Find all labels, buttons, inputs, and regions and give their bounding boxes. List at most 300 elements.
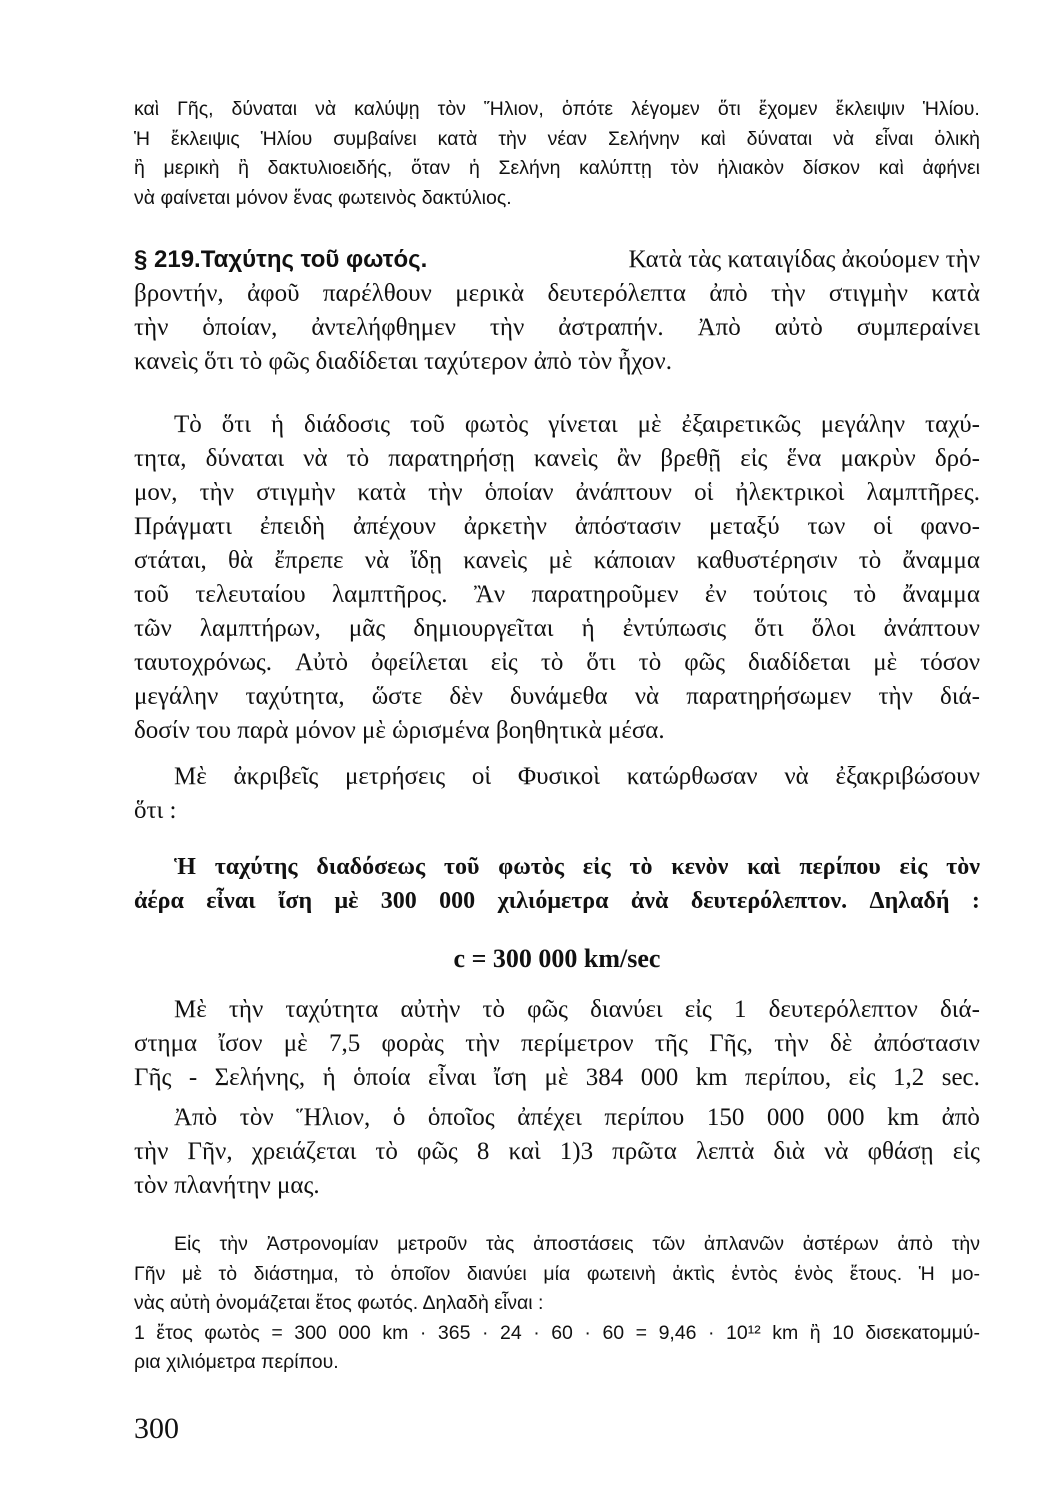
word: Αὐτὸ (295, 649, 349, 676)
section-219 (134, 243, 980, 379)
word: φῶς (684, 649, 725, 676)
word: ἡλιακὸν (717, 157, 784, 179)
word: μία (543, 1262, 571, 1285)
word: μον, (134, 479, 178, 506)
word: τὸ (853, 581, 877, 608)
word: περίπου (799, 854, 881, 880)
word: διανύει (590, 996, 663, 1023)
word: Γῆς, (177, 98, 214, 120)
word: νὰ (784, 763, 809, 790)
word: ὁποῖος (427, 1104, 495, 1131)
word: Τὸ (174, 411, 202, 438)
word: ἡ (581, 615, 595, 642)
word: ἀπόστασιν (873, 1030, 980, 1057)
word: συμπεραίνει (856, 314, 980, 341)
note-line-1 (134, 1230, 980, 1260)
word: 000 (827, 1104, 865, 1131)
word: ἀπὸ (941, 1104, 980, 1131)
word: εἰς (582, 854, 611, 880)
word: ἀπλανῶν (703, 1233, 785, 1255)
word: Ἀπὸ (174, 1104, 218, 1131)
word: ὅταν (411, 157, 451, 179)
word: εἰς (740, 445, 768, 472)
word: = (635, 1321, 648, 1344)
word: μᾶς (348, 615, 386, 642)
word: φωτὸς (498, 854, 564, 880)
word: νὰ (315, 98, 337, 120)
word: λαμπτῆρος. (332, 581, 448, 608)
word: δύναται (231, 98, 298, 120)
word: Ἥλιον, (483, 98, 544, 120)
intro-line-2 (134, 125, 980, 155)
word: κάποιαν (593, 547, 676, 574)
para1-line-2 (134, 442, 980, 476)
paragraph-street-lamps (134, 408, 980, 748)
word: τόσον (920, 649, 980, 676)
word: ὁ (392, 1104, 406, 1131)
word: ὅτι (221, 411, 252, 438)
word: εἰς (490, 649, 518, 676)
word: τὸ (375, 1138, 398, 1165)
word: μεταξύ (709, 513, 780, 540)
word: κενὸν (671, 854, 729, 880)
section-heading-line (134, 243, 980, 277)
word: ἀέρα (134, 888, 184, 914)
word: τὸν (239, 1104, 274, 1131)
speed-of-light-law (134, 850, 980, 918)
word: δευτερόλεπτα (547, 280, 687, 307)
word: κατώρθωσαν (626, 763, 758, 790)
word: ἐξακριβώσουν (835, 763, 980, 790)
word: ἀνάπτουν (883, 615, 980, 642)
word: τὸν (946, 854, 980, 880)
word: τούτοις (753, 581, 828, 608)
word: δημιουργεῖται (413, 615, 554, 642)
word: 000 (766, 1104, 805, 1131)
word: ἴση (493, 1064, 528, 1091)
word: ἔτος (156, 1321, 193, 1344)
note-line-3: νὰς αὐτὴ ὀνομάζεται ἔτος φωτός. Δηλαδὴ εἶναι : (134, 1292, 544, 1314)
word: Δηλαδή (869, 888, 950, 914)
word: περίμετρον (521, 1030, 634, 1057)
para1-line-1 (134, 408, 980, 442)
word: ὅτι (717, 98, 741, 120)
word: Σελήνης, (214, 1064, 306, 1091)
word: ἠλεκτρικοὶ (735, 479, 845, 506)
word: 000 (439, 888, 476, 914)
word: διά- (940, 683, 980, 710)
word: 24 (499, 1321, 522, 1344)
word: ἔπρεπε (274, 547, 344, 574)
para1-line-5 (134, 544, 980, 578)
word: εἰς (684, 996, 712, 1023)
word: ἀπόστασιν (574, 513, 682, 540)
word: μακρὺν (840, 445, 916, 472)
word: εἶναι (875, 127, 914, 150)
word: ἀποστάσεις (533, 1233, 634, 1255)
word: ἂν (616, 445, 642, 472)
word: 300 (380, 888, 417, 914)
word: ἀστέρων (802, 1233, 879, 1255)
word: καὶ (878, 157, 904, 179)
word: παρατηρήσωμεν (686, 683, 852, 710)
word: εἰς (952, 1138, 980, 1165)
para1-line-7 (134, 612, 980, 646)
word: διά- (939, 996, 980, 1023)
word: ἀπὸ (897, 1233, 933, 1255)
word: km (772, 1321, 799, 1344)
word: τῶν (134, 615, 172, 642)
word: τὴν (219, 1233, 248, 1255)
word: τὴν (774, 1030, 809, 1057)
word: ταχύτης (214, 854, 298, 880)
word: λεπτὰ (695, 1138, 755, 1165)
word: - (188, 1064, 198, 1091)
word: Μὲ (174, 996, 207, 1023)
word: 300 (294, 1321, 327, 1344)
para1-line-4 (134, 510, 980, 544)
word: κανεὶς (533, 445, 598, 472)
word: λέγομεν (631, 98, 700, 120)
word: κατὰ (357, 479, 407, 506)
word: τὴν (199, 479, 235, 506)
word: Ἡλίου (260, 127, 313, 150)
word: Μὲ (174, 763, 207, 790)
para3-line-1 (134, 993, 980, 1027)
word: τὸ (540, 649, 564, 676)
word: νὰ (634, 683, 660, 710)
word: διάστημα, (253, 1262, 339, 1285)
para3-line-3 (134, 1061, 980, 1095)
word: μὲ (334, 888, 359, 914)
word: ἀστραπήν. (558, 314, 664, 341)
word: τὴν (465, 1030, 500, 1057)
word: ὁλικὴ (934, 127, 980, 150)
word: καλύψῃ (354, 98, 420, 120)
word: εἰς (899, 854, 928, 880)
word: ἴσον (218, 1030, 263, 1057)
word: δίσκον (802, 157, 860, 179)
paragraph-measurements (134, 760, 980, 828)
word: τὸ (355, 1262, 374, 1285)
para4-line-1 (134, 1101, 980, 1135)
word: νὰ (833, 127, 855, 150)
word: φῶς (527, 996, 568, 1023)
word: ἡ (322, 1064, 336, 1091)
word: ἐν (704, 581, 727, 608)
word: μὲ (637, 411, 662, 438)
word: Ἡ (174, 854, 196, 880)
word: ἢ (238, 157, 249, 179)
word: Ἥλιον, (296, 1104, 371, 1131)
word: ἀφοῦ (247, 280, 300, 307)
word: τὴν (771, 280, 806, 307)
word: ταυτοχρόνως. (134, 649, 273, 676)
para1-line-6 (134, 578, 980, 612)
word: παρατηρήσῃ (388, 445, 515, 472)
word: ἀφήνει (922, 157, 980, 179)
word: παρατηροῦμεν (531, 581, 679, 608)
word: 60 (551, 1321, 573, 1344)
word: ἄναμμα (902, 581, 980, 608)
word: 9,46 (658, 1321, 697, 1344)
word: δακτυλιοειδής, (267, 157, 393, 179)
note-line-5: ρια χιλιόμετρα περίπου. (134, 1351, 339, 1373)
word: ἢ (809, 1321, 821, 1344)
word: ὅτι (754, 615, 784, 642)
word: βροντήν, (134, 280, 224, 307)
word: ἕνα (786, 445, 822, 472)
word: φανο- (920, 513, 980, 540)
word: μὲ (544, 1064, 569, 1091)
word: Ἀστρονομίαν (266, 1233, 379, 1255)
light-year-note (134, 1230, 980, 1378)
word: κανεὶς (463, 547, 528, 574)
word: · (533, 1321, 540, 1344)
word: τὴν (134, 314, 169, 341)
word: τῆς (654, 1030, 688, 1057)
word: τὸν (437, 98, 466, 120)
word: 7,5 (328, 1030, 361, 1057)
word: τὴν (228, 996, 264, 1023)
section-line-3 (134, 311, 980, 345)
note-line-2 (134, 1260, 980, 1290)
word: δυνάμεθα (510, 683, 608, 710)
word: κατὰ (437, 127, 478, 150)
word: μερικὴ (163, 157, 220, 179)
word: λαμπτῆρες. (866, 479, 980, 506)
word: 000 (640, 1064, 679, 1091)
word: ἢ (134, 157, 145, 179)
word: Ἡλίου. (922, 98, 980, 120)
paragraph-sun (134, 1101, 980, 1203)
section-number: § 219. (134, 246, 201, 273)
word: ὁποία (353, 1064, 411, 1091)
word: τὸ (218, 1262, 238, 1285)
note-line-4 (134, 1319, 980, 1349)
intro-line-4: νὰ φαίνεται μόνον ἕνας φωτεινὸς δακτύλιος. (134, 186, 512, 209)
word: νὰ (303, 445, 328, 472)
word: ἔχομεν (758, 98, 818, 120)
word: τὸ (629, 854, 653, 880)
word: Ἀπὸ (697, 314, 741, 341)
word: χιλιόμετρα (497, 888, 609, 914)
word: ἀπέχει (517, 1104, 582, 1131)
word: μὲ (873, 649, 898, 676)
word: Ἡ (918, 1262, 935, 1285)
law-line-2 (134, 884, 980, 918)
word: Γῆς (134, 1064, 172, 1091)
word: Γῆν, (187, 1138, 233, 1165)
section-line-4: κανεὶς ὅτι τὸ φῶς διαδίδεται ταχύτερον ἀπὸ τὸν ἦχον. (134, 348, 672, 375)
word: συμβαίνει (333, 127, 417, 150)
word: βρεθῇ (660, 445, 722, 472)
word: · (419, 1321, 427, 1344)
word: 1)3 (559, 1138, 594, 1165)
word: ἄναμμα (902, 547, 980, 574)
word: αὐτὸ (774, 314, 823, 341)
word: μετροῦν (397, 1233, 468, 1255)
word: ἀντελήφθημεν (311, 314, 456, 341)
word: κατὰ (931, 280, 980, 307)
word: διαδίδεται (748, 649, 851, 676)
word: μεγάλην (134, 683, 219, 710)
para1-line-3 (134, 476, 980, 510)
word: ἐπειδὴ (259, 513, 326, 540)
word: τὸ (346, 445, 370, 472)
word: Φυσικοὶ (517, 763, 601, 790)
word: καὶ (508, 1138, 541, 1165)
word: km (382, 1321, 409, 1344)
word: Πράγματι (134, 513, 232, 540)
word: γίνεται (548, 411, 618, 438)
law-line-1 (134, 850, 980, 884)
formula: c = 300 000 km/sec (453, 944, 661, 973)
word: εἶναι (427, 1064, 477, 1091)
word: τελευταίου (195, 581, 306, 608)
word: εἰς (848, 1064, 876, 1091)
word: : (971, 888, 980, 914)
word: 10¹² (726, 1321, 761, 1344)
word: περίπου (604, 1104, 685, 1131)
word: τοῦ (443, 854, 480, 880)
word: στημα (134, 1030, 198, 1057)
word: Γῆς, (709, 1030, 753, 1057)
word: φωτεινὴ (586, 1262, 656, 1285)
para3-line-2 (134, 1027, 980, 1061)
word: ὁπότε (561, 98, 614, 120)
word: ἐντύπωσις (622, 615, 727, 642)
word: 1,2 (893, 1064, 925, 1091)
word: ὁποίαν (484, 479, 554, 506)
word: φωτὸς (464, 411, 529, 438)
word: τῶν (652, 1233, 686, 1255)
word: φθάσῃ (867, 1138, 934, 1165)
word: φῶς (417, 1138, 458, 1165)
word: πρῶτα (612, 1138, 677, 1165)
word: 60 (602, 1321, 625, 1344)
word: ταχύ- (925, 411, 980, 438)
word: ἔκλειψιν (835, 98, 905, 120)
word: ἀνὰ (630, 888, 669, 914)
word: 1 (733, 996, 747, 1023)
word: δισεκατομμύ- (865, 1321, 980, 1344)
word: 365 (437, 1321, 471, 1344)
word: = (271, 1321, 283, 1344)
intro-paragraph (134, 95, 980, 213)
word: 1 (134, 1321, 145, 1344)
word: διάδοσις (304, 411, 391, 438)
word: εἶναι (206, 888, 256, 914)
word: τὸ (858, 547, 882, 574)
word: τὴν (489, 314, 525, 341)
word: ἔτους. (849, 1262, 903, 1285)
word: δύναται (205, 445, 285, 472)
word: ἑνὸς (794, 1262, 834, 1285)
paragraph-distance (134, 993, 980, 1095)
word: Σελήνην (607, 127, 680, 150)
word: τοῦ (134, 581, 169, 608)
word: παρέλθουν (322, 280, 432, 307)
word: 10 (832, 1321, 854, 1344)
word: νὰ (364, 547, 390, 574)
intro-line-3 (134, 154, 980, 184)
word: ὥστε (371, 683, 423, 710)
word: φορὰς (381, 1030, 444, 1057)
word: χρειάζεται (251, 1138, 357, 1165)
word: τὴν (951, 1233, 980, 1255)
word: τὰς (485, 1233, 515, 1255)
word: ἔκλειψις (170, 127, 240, 150)
word: ἡ (468, 157, 480, 179)
word: km (695, 1064, 728, 1091)
word: μὲ (548, 547, 573, 574)
para1-line-8 (134, 646, 980, 680)
word: μεγάλην (820, 411, 906, 438)
word: ἀπέχουν (352, 513, 436, 540)
word: τὴν (878, 683, 913, 710)
intro-line-1 (134, 95, 980, 125)
word: km (887, 1104, 920, 1131)
word: στιγμὴν (256, 479, 336, 506)
word: διὰ (773, 1138, 806, 1165)
word: καθυστέρησιν (696, 547, 838, 574)
word: καλύπτῃ (579, 157, 652, 179)
word: θὰ (228, 547, 254, 574)
word: καὶ (747, 854, 781, 880)
word: τὴν (428, 479, 463, 506)
word: περίπου, (745, 1064, 832, 1091)
word: · (481, 1321, 489, 1344)
word: ὁποῖον (390, 1262, 451, 1285)
word: οἱ (694, 479, 714, 506)
para1-line-10: δοσίν του παρὰ μόνον μὲ ὡρισμένα βοηθητικὰ μέσα. (134, 717, 665, 744)
word: στιγμὴν (828, 280, 908, 307)
word: καὶ (134, 98, 160, 120)
word: ὀφείλεται (371, 649, 468, 676)
word: των (807, 513, 846, 540)
word: · (584, 1321, 591, 1344)
word: δευτερόλεπτον. (690, 888, 848, 914)
word: Γῆν (134, 1262, 166, 1285)
word: λαμπτήρων, (199, 615, 321, 642)
para2-line-2: ὅτι : (134, 797, 177, 824)
word: ἀρκετὴν (463, 513, 547, 540)
para4-line-2 (134, 1135, 980, 1169)
word: μὲ (283, 1030, 308, 1057)
word: ὅτι (586, 649, 616, 676)
word: στάται, (134, 547, 207, 574)
word: ἀκτὶς (672, 1262, 715, 1285)
word: ἀνάπτουν (575, 479, 672, 506)
word: τὸ (482, 996, 506, 1023)
section-line-2 (134, 277, 980, 311)
word: Ἂν (473, 581, 506, 608)
word: φωτὸς (204, 1321, 260, 1344)
word: οἱ (873, 513, 893, 540)
word: καὶ (700, 127, 726, 150)
word: νὰ (824, 1138, 849, 1165)
word: sec. (941, 1064, 980, 1091)
word: δὲν (449, 683, 483, 710)
word: 8 (476, 1138, 490, 1165)
word: ὁποίαν, (202, 314, 278, 341)
word: μο- (951, 1262, 980, 1285)
page-number: 300 (134, 1412, 179, 1445)
para2-line-1 (134, 760, 980, 794)
word: αὐτὴν (400, 996, 461, 1023)
word: μετρήσεις (345, 763, 446, 790)
